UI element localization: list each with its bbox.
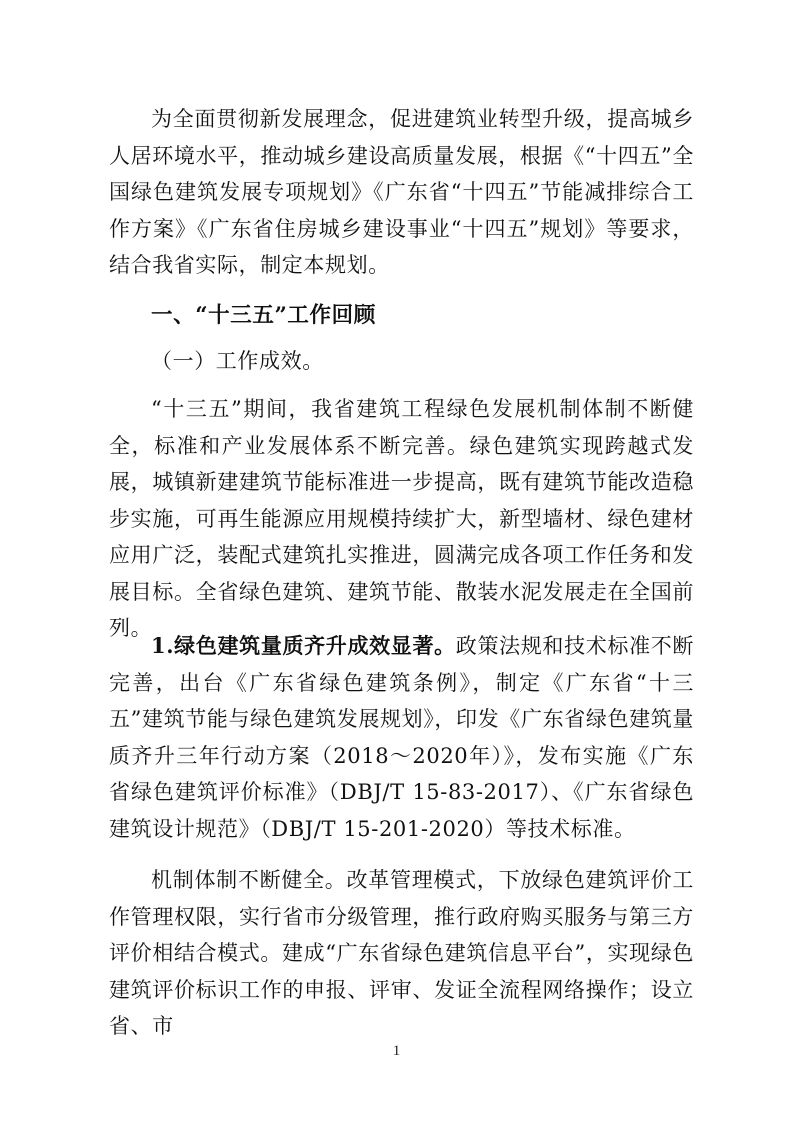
- intro-paragraph: 为全面贯彻新发展理念，促进建筑业转型升级，提高城乡人居环境水平，推动城乡建设高质量发展，根据《“十四五”全国绿色建筑发展专项规划》《广东省“十四五”节能减排综合工作方案》《广东省住房城乡建设事业“十四五”规划》等要求，结合我省实际，制定本规划。: [109, 107, 694, 277]
- page-number: 1: [392, 1043, 401, 1059]
- item-1-body: 政策法规和技术标准不断完善，出台《广东省绿色建筑条例》，制定《广东省“十三五”建筑节能与绿色建筑发展规划》，印发《广东省绿色建筑量质齐升三年行动方案（2018～2020年）》，发布实施《广东省绿色建筑评价标准》（DBJ/T 15-83-2017）、《广东省绿色建筑设计规范》（DBJ/T 15-201-2020）等技术标准。: [109, 634, 694, 841]
- review-paragraph: “十三五”期间，我省建筑工程绿色发展机制体制不断健全，标准和产业发展体系不断完善。绿色建筑实现跨越式发展，城镇新建建筑节能标准进一步提高，既有建筑节能改造稳步实施，可再生能源应用规模持续扩大，新型墙材、绿色建材应用广泛，装配式建筑扎实推进，圆满完成各项工作任务和发展目标。全省绿色建筑、建筑节能、散装水泥发展走在全国前列。: [109, 397, 694, 640]
- item-1-lead: 1.绿色建筑量质齐升成效显著。: [151, 633, 456, 658]
- item-1-paragraph: [109, 628, 694, 847]
- subsection-heading: （一）工作成效。: [151, 349, 324, 373]
- section-heading: 一、“十三五”工作回顾: [151, 303, 376, 328]
- mechanism-paragraph: 机制体制不断健全。改革管理模式，下放绿色建筑评价工作管理权限，实行省市分级管理，推行政府购买服务与第三方评价相结合模式。建成“广东省绿色建筑信息平台”，实现绿色建筑评价标识工作的申报、评审、发证全流程网络操作；设立省、市: [109, 868, 694, 1038]
